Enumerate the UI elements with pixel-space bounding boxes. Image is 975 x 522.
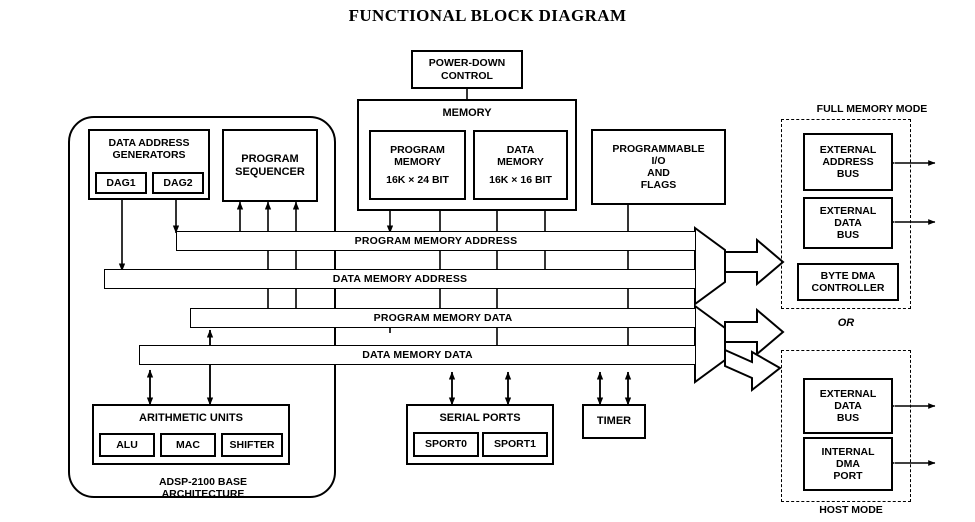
timer-label: TIMER (596, 415, 632, 428)
dag-line2: GENERATORS (112, 149, 186, 162)
mac-block (160, 433, 216, 457)
prog-io-line1: PROGRAMMABLE (612, 142, 705, 155)
data-memory-line2: MEMORY (497, 156, 544, 169)
ext-addr-line1: EXTERNAL (819, 143, 877, 156)
power-down-line2: CONTROL (441, 69, 493, 82)
shifter-block (221, 433, 283, 457)
program-memory-line1: PROGRAM (390, 144, 445, 157)
dag-line1: DATA ADDRESS (108, 137, 190, 149)
page-title: FUNCTIONAL BLOCK DIAGRAM (348, 6, 627, 25)
byte-dma-line1: BYTE DMA (820, 269, 876, 282)
external-data-bus-block (803, 197, 893, 249)
internal-dma-line2: DMA (836, 457, 860, 470)
data-memory-line1: DATA (506, 144, 535, 157)
shifter-label: SHIFTER (229, 438, 275, 451)
ext-data-line1: EXTERNAL (819, 204, 877, 217)
ext-addr-line2: ADDRESS (822, 155, 874, 168)
sport0-block (413, 432, 479, 457)
internal-dma-line1: INTERNAL (821, 445, 875, 458)
ext-addr-line3: BUS (836, 168, 860, 181)
dag1-label: DAG1 (106, 176, 136, 189)
internal-dma-port-block (803, 437, 893, 491)
sport1-label: SPORT1 (493, 438, 536, 451)
base-architecture-caption (118, 477, 288, 501)
ext-data2-line2: DATA (834, 399, 862, 412)
program-memory-size: 16K × 24 BIT (386, 173, 449, 186)
bus-label: DATA MEMORY DATA (362, 349, 473, 361)
external-data-bus-2-block (803, 378, 893, 434)
timer-block (582, 404, 646, 439)
mac-label: MAC (176, 438, 200, 451)
alu-block (99, 433, 155, 457)
memory-title: MEMORY (442, 107, 492, 119)
external-address-bus-block (803, 133, 893, 191)
prog-io-line2: I/O (651, 154, 666, 167)
or-label: OR (837, 317, 855, 329)
bus-data-memory-data (139, 345, 696, 365)
program-memory-block (369, 130, 466, 200)
prog-io-line3: AND (647, 167, 670, 179)
dag1-block (95, 172, 147, 194)
data-memory-size: 16K × 16 BIT (489, 173, 552, 186)
bus-program-memory-address (176, 231, 696, 251)
program-memory-line2: MEMORY (394, 156, 441, 169)
byte-dma-line2: CONTROLLER (811, 282, 885, 294)
prog-io-line4: FLAGS (640, 179, 677, 192)
sport0-label: SPORT0 (424, 438, 467, 451)
base-arch-line2: ARCHITECTURE (161, 487, 245, 500)
host-mode-label: HOST MODE (819, 504, 883, 516)
internal-dma-line3: PORT (833, 470, 863, 483)
ext-data-line3: BUS (836, 229, 860, 242)
sequencer-line1: PROGRAM (241, 152, 299, 165)
byte-dma-controller-block (797, 263, 899, 301)
ext-data-line2: DATA (834, 216, 862, 229)
bus-label: PROGRAM MEMORY ADDRESS (354, 235, 518, 247)
bus-label: DATA MEMORY ADDRESS (332, 273, 468, 285)
serial-ports-title: SERIAL PORTS (439, 412, 521, 424)
dag2-label: DAG2 (163, 176, 193, 189)
arithmetic-units-title: ARITHMETIC UNITS (139, 412, 243, 424)
full-memory-mode-label: FULL MEMORY MODE (816, 103, 928, 115)
ext-data2-line3: BUS (836, 412, 860, 425)
bus-label: PROGRAM MEMORY DATA (373, 312, 513, 324)
ext-data2-line1: EXTERNAL (819, 387, 877, 400)
programmable-io-flags-block (591, 129, 726, 205)
power-down-control-block (411, 50, 523, 89)
alu-label: ALU (116, 438, 138, 451)
data-memory-block (473, 130, 568, 200)
power-down-line1: POWER-DOWN (428, 57, 506, 70)
sport1-block (482, 432, 548, 457)
base-arch-line1: ADSP-2100 BASE (158, 476, 248, 488)
bus-program-memory-data (190, 308, 696, 328)
dag2-block (152, 172, 204, 194)
bus-data-memory-address (104, 269, 696, 289)
program-sequencer-block (222, 129, 318, 202)
sequencer-line2: SEQUENCER (235, 165, 305, 178)
